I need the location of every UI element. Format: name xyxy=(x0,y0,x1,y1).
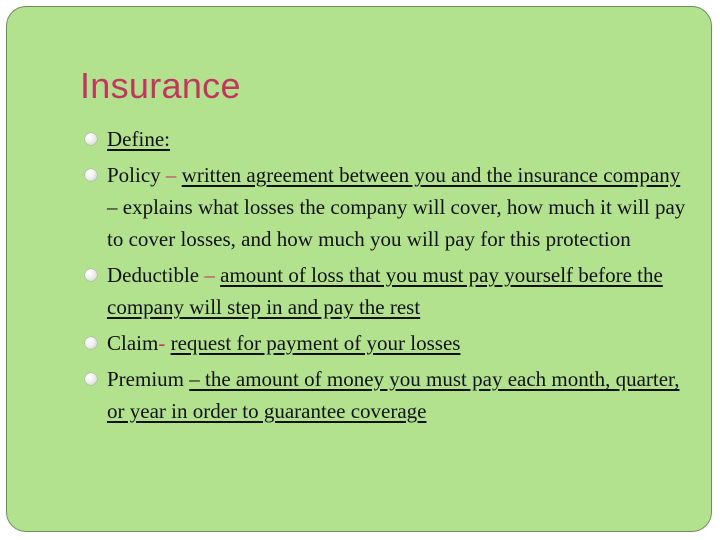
bullet-claim xyxy=(85,327,695,359)
bullet-premium xyxy=(85,363,695,427)
bullet-separator: - xyxy=(158,331,171,355)
slide xyxy=(6,6,712,532)
bullet-deductible xyxy=(85,259,695,323)
bullet-dot-icon xyxy=(85,169,97,181)
bullet-list xyxy=(85,123,695,431)
bullet-definition: amount of loss that you must pay yourself before the company will step in and pay the rest xyxy=(107,263,663,319)
bullet-definition: – the amount of money you must pay each month, quarter, or year in order to guarantee coverage xyxy=(107,367,680,423)
bullet-term: Premium xyxy=(107,367,190,391)
bullet-dot-icon xyxy=(85,269,97,281)
bullet-separator: – xyxy=(160,163,182,187)
bullet-dot-icon xyxy=(85,337,97,349)
bullet-term: Deductible xyxy=(107,263,200,287)
bullet-dot-icon xyxy=(85,133,97,145)
bullet-term: Define: xyxy=(107,127,170,151)
bullet-separator: – xyxy=(199,263,221,287)
bullet-definition: request for payment of your losses xyxy=(170,331,461,355)
bullet-explanation: – explains what losses the company will cover, how much it will pay to cover losses, and how much you will pay for this protection xyxy=(107,195,686,251)
bullet-define xyxy=(85,123,695,155)
bullet-term: Claim xyxy=(107,331,159,355)
bullet-policy xyxy=(85,159,695,255)
slide-title: Insurance xyxy=(80,65,241,106)
bullet-dot-icon xyxy=(85,373,97,385)
bullet-term: Policy xyxy=(107,163,161,187)
bullet-definition: written agreement between you and the insurance company xyxy=(181,163,681,187)
